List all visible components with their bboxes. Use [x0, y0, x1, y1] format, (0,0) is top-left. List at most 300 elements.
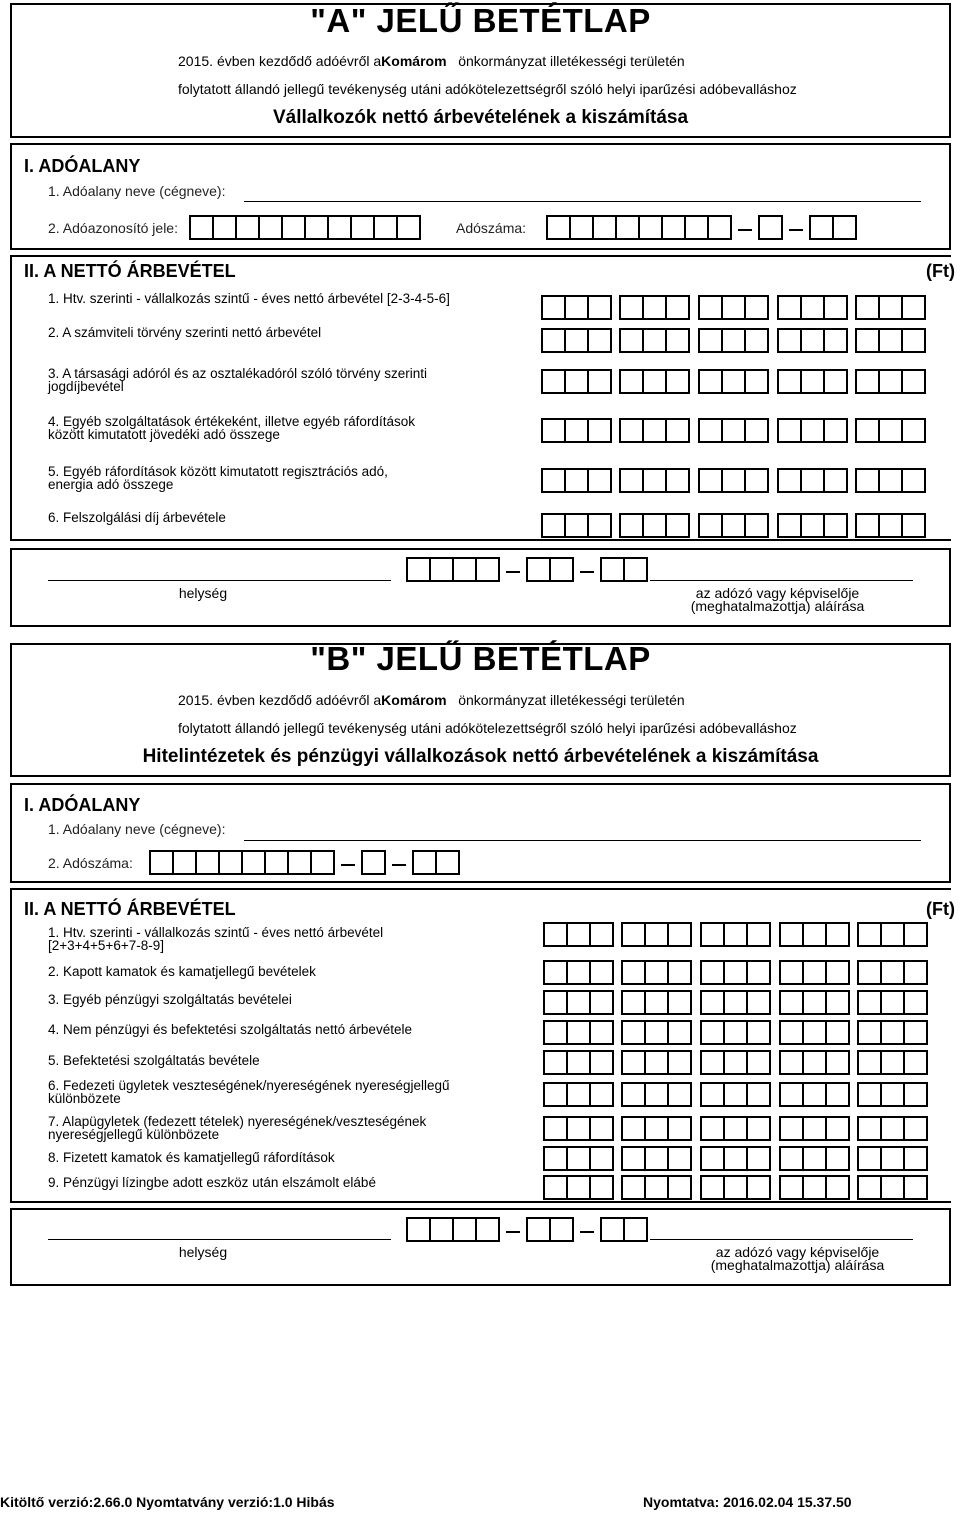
- digit-box[interactable]: [723, 1082, 748, 1107]
- b-intro3: folytatott állandó jellegű tevékenység utáni adókötelezettségről szóló helyi iparűzési adóbevalláshoz: [178, 720, 797, 736]
- digit-box[interactable]: [644, 990, 669, 1015]
- digit-box[interactable]: [721, 328, 746, 353]
- digit-box[interactable]: [665, 295, 690, 320]
- digit-box[interactable]: [723, 1175, 748, 1200]
- digit-box[interactable]: [857, 990, 882, 1015]
- b-row-label-line1: 7. Alapügyletek (fedezett tételek) nyereségének/veszteségének: [48, 1114, 427, 1129]
- digit-box[interactable]: [429, 557, 454, 582]
- digit-box[interactable]: [566, 1175, 591, 1200]
- digit-box[interactable]: [623, 557, 648, 582]
- digit-box[interactable]: [802, 1175, 827, 1200]
- digit-box[interactable]: [857, 1146, 882, 1171]
- digit-box[interactable]: [543, 960, 568, 985]
- digit-box[interactable]: [644, 960, 669, 985]
- digit-box[interactable]: [195, 850, 220, 875]
- digit-box[interactable]: [452, 1217, 477, 1242]
- digit-box[interactable]: [880, 1020, 905, 1045]
- digit-box[interactable]: [901, 328, 926, 353]
- digit-box[interactable]: [566, 1082, 591, 1107]
- digit-box[interactable]: [802, 922, 827, 947]
- digit-box[interactable]: [700, 1050, 725, 1075]
- digit-box[interactable]: [825, 1175, 850, 1200]
- digit-box[interactable]: [621, 990, 646, 1015]
- digit-box[interactable]: [566, 960, 591, 985]
- digit-box[interactable]: [779, 990, 804, 1015]
- digit-box[interactable]: [541, 328, 566, 353]
- digit-box[interactable]: [541, 513, 566, 538]
- digit-box[interactable]: [475, 557, 500, 582]
- digit-box[interactable]: [903, 1020, 928, 1045]
- digit-box[interactable]: [543, 1116, 568, 1141]
- digit-box[interactable]: [621, 1146, 646, 1171]
- digit-box[interactable]: [189, 215, 214, 240]
- digit-box[interactable]: [823, 328, 848, 353]
- digit-box[interactable]: [700, 1175, 725, 1200]
- digit-box[interactable]: [452, 557, 477, 582]
- digit-box[interactable]: [878, 418, 903, 443]
- digit-box[interactable]: [825, 1082, 850, 1107]
- digit-box[interactable]: [723, 1146, 748, 1171]
- digit-box[interactable]: [880, 922, 905, 947]
- digit-box[interactable]: [698, 418, 723, 443]
- digit-box[interactable]: [855, 369, 880, 394]
- digit-box[interactable]: [800, 468, 825, 493]
- digit-box[interactable]: [564, 513, 589, 538]
- digit-box[interactable]: [566, 922, 591, 947]
- digit-box[interactable]: [667, 1020, 692, 1045]
- digit-box[interactable]: [644, 1020, 669, 1045]
- digit-box[interactable]: [258, 215, 283, 240]
- digit-box[interactable]: [800, 369, 825, 394]
- digit-box[interactable]: [823, 295, 848, 320]
- digit-box[interactable]: [802, 960, 827, 985]
- digit-box[interactable]: [903, 960, 928, 985]
- digit-box[interactable]: [564, 328, 589, 353]
- digit-box[interactable]: [779, 1050, 804, 1075]
- digit-box[interactable]: [779, 1082, 804, 1107]
- digit-box[interactable]: [901, 369, 926, 394]
- digit-box[interactable]: [241, 850, 266, 875]
- b-row-label: [48, 926, 528, 952]
- digit-box[interactable]: [800, 513, 825, 538]
- digit-box[interactable]: [802, 1020, 827, 1045]
- digit-box[interactable]: [406, 1217, 431, 1242]
- digit-box[interactable]: [779, 922, 804, 947]
- digit-box[interactable]: [777, 513, 802, 538]
- digit-box[interactable]: [746, 1175, 771, 1200]
- digit-box[interactable]: [878, 513, 903, 538]
- digit-box[interactable]: [721, 513, 746, 538]
- digit-box[interactable]: [802, 990, 827, 1015]
- digit-box[interactable]: [541, 468, 566, 493]
- digit-box[interactable]: [721, 295, 746, 320]
- digit-box[interactable]: [744, 328, 769, 353]
- digit-box[interactable]: [615, 215, 640, 240]
- digit-box[interactable]: [779, 1020, 804, 1045]
- b-intro1: évben kezdődő adóévről a: [216, 692, 382, 708]
- digit-box[interactable]: [642, 295, 667, 320]
- digit-box[interactable]: [857, 960, 882, 985]
- digit-box[interactable]: [665, 468, 690, 493]
- digit-box[interactable]: [667, 1082, 692, 1107]
- digit-box[interactable]: [802, 1082, 827, 1107]
- digit-box[interactable]: [587, 369, 612, 394]
- digit-box[interactable]: [661, 215, 686, 240]
- digit-box[interactable]: [779, 1146, 804, 1171]
- digit-box[interactable]: [619, 513, 644, 538]
- digit-box[interactable]: [825, 1050, 850, 1075]
- digit-box[interactable]: [744, 418, 769, 443]
- digit-box[interactable]: [800, 418, 825, 443]
- digit-box[interactable]: [304, 215, 329, 240]
- digit-box[interactable]: [543, 1082, 568, 1107]
- a-place-field[interactable]: [48, 580, 391, 581]
- digit-box[interactable]: [621, 1116, 646, 1141]
- digit-box[interactable]: [644, 1050, 669, 1075]
- digit-box[interactable]: [832, 215, 857, 240]
- digit-box[interactable]: [878, 328, 903, 353]
- digit-box[interactable]: [698, 513, 723, 538]
- digit-box[interactable]: [396, 215, 421, 240]
- digit-box[interactable]: [621, 922, 646, 947]
- digit-box[interactable]: [779, 1116, 804, 1141]
- digit-box[interactable]: [327, 215, 352, 240]
- digit-box[interactable]: [802, 1116, 827, 1141]
- digit-box[interactable]: [777, 468, 802, 493]
- digit-box[interactable]: [700, 960, 725, 985]
- digit-box[interactable]: [758, 215, 783, 240]
- b-row-label-line1: 3. Egyéb pénzügyi szolgáltatás bevételei: [48, 992, 292, 1007]
- b-intro-line1: [178, 692, 685, 708]
- a-name-field[interactable]: [244, 201, 921, 202]
- digit-box[interactable]: [546, 215, 571, 240]
- digit-box[interactable]: [825, 1146, 850, 1171]
- digit-box[interactable]: [621, 960, 646, 985]
- digit-box[interactable]: [310, 850, 335, 875]
- digit-box[interactable]: [857, 922, 882, 947]
- digit-box[interactable]: [619, 418, 644, 443]
- digit-box[interactable]: [149, 850, 174, 875]
- digit-box[interactable]: [878, 468, 903, 493]
- digit-box[interactable]: [777, 328, 802, 353]
- b-row-label-line1: 1. Htv. szerinti - vállalkozás szintű - éves nettó árbevétel: [48, 925, 384, 940]
- digit-box[interactable]: [589, 1175, 614, 1200]
- digit-box[interactable]: [857, 1082, 882, 1107]
- digit-box[interactable]: [700, 1146, 725, 1171]
- digit-box[interactable]: [549, 557, 574, 582]
- digit-box[interactable]: [667, 960, 692, 985]
- digit-box[interactable]: [802, 1146, 827, 1171]
- digit-box[interactable]: [857, 1050, 882, 1075]
- digit-box[interactable]: [878, 295, 903, 320]
- digit-box[interactable]: [642, 328, 667, 353]
- digit-box[interactable]: [744, 513, 769, 538]
- digit-box[interactable]: [619, 295, 644, 320]
- digit-box[interactable]: [880, 1082, 905, 1107]
- digit-box[interactable]: [903, 1050, 928, 1075]
- digit-box[interactable]: [587, 468, 612, 493]
- digit-box[interactable]: [587, 418, 612, 443]
- digit-box[interactable]: [723, 1050, 748, 1075]
- digit-box[interactable]: [698, 328, 723, 353]
- digit-box[interactable]: [589, 960, 614, 985]
- digit-box[interactable]: [566, 1020, 591, 1045]
- a-signature-field[interactable]: [650, 580, 913, 581]
- digit-box[interactable]: [707, 215, 732, 240]
- digit-box[interactable]: [684, 215, 709, 240]
- digit-box[interactable]: [587, 513, 612, 538]
- digit-box[interactable]: [587, 328, 612, 353]
- digit-box[interactable]: [667, 1050, 692, 1075]
- digit-box[interactable]: [543, 1175, 568, 1200]
- a-row-label: [48, 292, 528, 305]
- digit-box[interactable]: [746, 1116, 771, 1141]
- digit-box[interactable]: [903, 990, 928, 1015]
- digit-box[interactable]: [589, 1146, 614, 1171]
- digit-box[interactable]: [564, 295, 589, 320]
- digit-box[interactable]: [746, 960, 771, 985]
- digit-box[interactable]: [589, 990, 614, 1015]
- digit-box[interactable]: [721, 418, 746, 443]
- digit-box[interactable]: [212, 215, 237, 240]
- digit-box[interactable]: [589, 1020, 614, 1045]
- digit-box[interactable]: [587, 295, 612, 320]
- digit-box[interactable]: [700, 1020, 725, 1045]
- digit-box[interactable]: [435, 850, 460, 875]
- digit-box[interactable]: [823, 513, 848, 538]
- digit-box[interactable]: [823, 418, 848, 443]
- digit-box[interactable]: [901, 513, 926, 538]
- digit-box[interactable]: [825, 960, 850, 985]
- b-year: 2015.: [178, 692, 214, 708]
- digit-box[interactable]: [589, 1082, 614, 1107]
- digit-box[interactable]: [665, 369, 690, 394]
- digit-box[interactable]: [903, 1146, 928, 1171]
- digit-box[interactable]: [779, 1175, 804, 1200]
- digit-box[interactable]: [777, 295, 802, 320]
- separator-dash: [506, 571, 520, 573]
- digit-box[interactable]: [723, 922, 748, 947]
- digit-box[interactable]: [644, 1082, 669, 1107]
- digit-box[interactable]: [698, 295, 723, 320]
- a-row-label-line2: energia adó összege: [48, 477, 174, 492]
- digit-box[interactable]: [350, 215, 375, 240]
- digit-box[interactable]: [901, 468, 926, 493]
- digit-box[interactable]: [777, 418, 802, 443]
- digit-box[interactable]: [857, 1175, 882, 1200]
- digit-box[interactable]: [475, 1217, 500, 1242]
- digit-box[interactable]: [600, 1217, 625, 1242]
- digit-box[interactable]: [642, 369, 667, 394]
- digit-box[interactable]: [361, 850, 386, 875]
- digit-box[interactable]: [779, 960, 804, 985]
- digit-box[interactable]: [541, 295, 566, 320]
- digit-box[interactable]: [903, 1175, 928, 1200]
- digit-box[interactable]: [526, 1217, 551, 1242]
- digit-box[interactable]: [667, 1175, 692, 1200]
- digit-box[interactable]: [406, 557, 431, 582]
- digit-box[interactable]: [825, 990, 850, 1015]
- digit-box[interactable]: [564, 369, 589, 394]
- digit-box[interactable]: [667, 1146, 692, 1171]
- digit-box[interactable]: [880, 960, 905, 985]
- b-row-label-line1: 4. Nem pénzügyi és befektetési szolgáltatás nettó árbevétele: [48, 1022, 412, 1037]
- digit-box[interactable]: [723, 960, 748, 985]
- digit-box[interactable]: [665, 328, 690, 353]
- digit-box[interactable]: [698, 369, 723, 394]
- digit-box[interactable]: [566, 1146, 591, 1171]
- digit-box[interactable]: [746, 1146, 771, 1171]
- digit-box[interactable]: [823, 369, 848, 394]
- digit-box[interactable]: [878, 369, 903, 394]
- digit-box[interactable]: [825, 1116, 850, 1141]
- digit-box[interactable]: [880, 1175, 905, 1200]
- digit-box[interactable]: [809, 215, 834, 240]
- digit-box[interactable]: [880, 1116, 905, 1141]
- digit-box[interactable]: [746, 1050, 771, 1075]
- digit-box[interactable]: [373, 215, 398, 240]
- digit-box[interactable]: [589, 922, 614, 947]
- digit-box[interactable]: [543, 1146, 568, 1171]
- b-row-label: [48, 1176, 528, 1189]
- digit-box[interactable]: [621, 1175, 646, 1200]
- b-place-field[interactable]: [48, 1239, 391, 1240]
- digit-box[interactable]: [665, 513, 690, 538]
- digit-box[interactable]: [667, 922, 692, 947]
- digit-box[interactable]: [621, 1082, 646, 1107]
- digit-box[interactable]: [700, 922, 725, 947]
- digit-box[interactable]: [700, 1116, 725, 1141]
- b-intro2: önkormányzat illetékességi területén: [458, 692, 685, 708]
- digit-box[interactable]: [903, 1116, 928, 1141]
- digit-box[interactable]: [566, 1116, 591, 1141]
- digit-box[interactable]: [744, 295, 769, 320]
- digit-box[interactable]: [264, 850, 289, 875]
- digit-box[interactable]: [802, 1050, 827, 1075]
- digit-box[interactable]: [619, 369, 644, 394]
- digit-box[interactable]: [825, 922, 850, 947]
- digit-box[interactable]: [619, 468, 644, 493]
- digit-box[interactable]: [638, 215, 663, 240]
- digit-box[interactable]: [564, 468, 589, 493]
- digit-box[interactable]: [172, 850, 197, 875]
- digit-box[interactable]: [667, 990, 692, 1015]
- digit-box[interactable]: [698, 468, 723, 493]
- digit-box[interactable]: [855, 468, 880, 493]
- digit-box[interactable]: [644, 1116, 669, 1141]
- digit-box[interactable]: [600, 557, 625, 582]
- digit-box[interactable]: [665, 418, 690, 443]
- digit-box[interactable]: [855, 295, 880, 320]
- digit-box[interactable]: [566, 1050, 591, 1075]
- digit-box[interactable]: [721, 468, 746, 493]
- digit-box[interactable]: [700, 990, 725, 1015]
- digit-box[interactable]: [543, 990, 568, 1015]
- digit-box[interactable]: [549, 1217, 574, 1242]
- digit-box[interactable]: [235, 215, 260, 240]
- digit-box[interactable]: [566, 990, 591, 1015]
- digit-box[interactable]: [723, 1116, 748, 1141]
- digit-box[interactable]: [623, 1217, 648, 1242]
- digit-box[interactable]: [644, 1146, 669, 1171]
- digit-box[interactable]: [667, 1116, 692, 1141]
- digit-box[interactable]: [880, 1050, 905, 1075]
- digit-box[interactable]: [592, 215, 617, 240]
- b-row-label-line1: 2. Kapott kamatok és kamatjellegű bevételek: [48, 964, 316, 979]
- digit-box[interactable]: [287, 850, 312, 875]
- digit-box[interactable]: [855, 328, 880, 353]
- digit-box[interactable]: [901, 295, 926, 320]
- digit-box[interactable]: [857, 1116, 882, 1141]
- digit-box[interactable]: [218, 850, 243, 875]
- digit-box[interactable]: [412, 850, 437, 875]
- digit-box[interactable]: [721, 369, 746, 394]
- b-row-label: [48, 1054, 528, 1067]
- digit-box[interactable]: [642, 513, 667, 538]
- b-signature-field[interactable]: [650, 1239, 913, 1240]
- b-name-field[interactable]: [244, 840, 921, 841]
- digit-box[interactable]: [903, 1082, 928, 1107]
- digit-box[interactable]: [644, 1175, 669, 1200]
- digit-box[interactable]: [800, 295, 825, 320]
- digit-box[interactable]: [857, 1020, 882, 1045]
- digit-box[interactable]: [855, 418, 880, 443]
- digit-box[interactable]: [777, 369, 802, 394]
- digit-box[interactable]: [621, 1050, 646, 1075]
- digit-box[interactable]: [541, 369, 566, 394]
- digit-box[interactable]: [642, 468, 667, 493]
- digit-box[interactable]: [823, 468, 848, 493]
- digit-box[interactable]: [642, 418, 667, 443]
- digit-box[interactable]: [429, 1217, 454, 1242]
- digit-box[interactable]: [723, 1020, 748, 1045]
- digit-box[interactable]: [644, 922, 669, 947]
- digit-box[interactable]: [746, 922, 771, 947]
- digit-box[interactable]: [825, 1020, 850, 1045]
- digit-box[interactable]: [880, 990, 905, 1015]
- digit-box[interactable]: [700, 1082, 725, 1107]
- digit-box[interactable]: [543, 1020, 568, 1045]
- digit-box[interactable]: [903, 922, 928, 947]
- digit-box[interactable]: [621, 1020, 646, 1045]
- digit-box[interactable]: [901, 418, 926, 443]
- digit-box[interactable]: [855, 513, 880, 538]
- digit-box[interactable]: [541, 418, 566, 443]
- digit-box[interactable]: [564, 418, 589, 443]
- digit-box[interactable]: [744, 468, 769, 493]
- separator-dash: [580, 1231, 594, 1233]
- b-place-label: helység: [178, 1244, 228, 1260]
- a-row-label-line1: 5. Egyéb ráfordítások között kimutatott regisztrációs adó,: [48, 464, 388, 479]
- digit-box[interactable]: [880, 1146, 905, 1171]
- separator-dash: [392, 864, 406, 866]
- digit-box[interactable]: [723, 990, 748, 1015]
- digit-box[interactable]: [746, 1082, 771, 1107]
- digit-box[interactable]: [589, 1050, 614, 1075]
- digit-box[interactable]: [746, 990, 771, 1015]
- digit-box[interactable]: [526, 557, 551, 582]
- digit-box[interactable]: [800, 328, 825, 353]
- digit-box[interactable]: [543, 1050, 568, 1075]
- digit-box[interactable]: [569, 215, 594, 240]
- digit-box[interactable]: [543, 922, 568, 947]
- digit-box[interactable]: [281, 215, 306, 240]
- digit-box[interactable]: [744, 369, 769, 394]
- digit-box[interactable]: [619, 328, 644, 353]
- digit-box[interactable]: [746, 1020, 771, 1045]
- digit-box[interactable]: [589, 1116, 614, 1141]
- a-id-label: 2. Adóazonosító jele:: [48, 220, 178, 236]
